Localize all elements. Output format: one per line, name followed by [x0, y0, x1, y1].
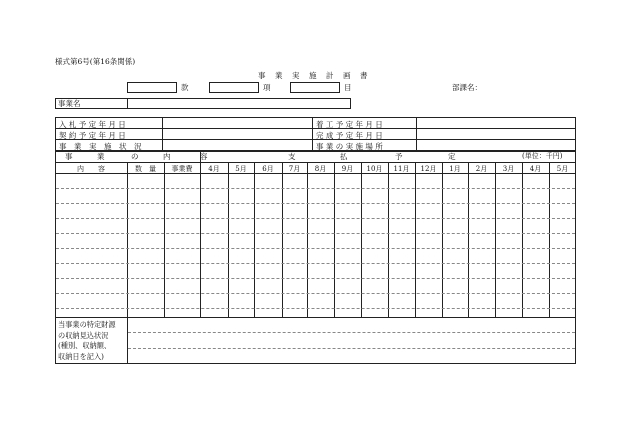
contract-date-label: 契 約 予 定 年 月 日 [59, 131, 126, 140]
data-row-divider [56, 308, 575, 309]
form-reference: 様式第6号(第16条関係) [55, 57, 136, 66]
column-header: 10月 [366, 165, 383, 173]
column-header: 数 量 [135, 165, 156, 173]
column-header: 4月 [529, 165, 542, 173]
data-row-divider [56, 233, 575, 234]
funding-source-line: 収納日を記入) [58, 351, 104, 361]
section-right-char: 定 [448, 152, 456, 161]
document-title: 事 業 実 施 計 画 書 [258, 71, 369, 80]
data-row-divider [56, 293, 575, 294]
funding-source-line: の収納見込状況 [58, 330, 109, 340]
account-field-1-suffix: 款 [181, 83, 189, 92]
completion-date-label: 完 成 予 定 年 月 日 [316, 131, 383, 140]
column-header: 12月 [420, 165, 437, 173]
account-field-3[interactable] [290, 82, 340, 93]
account-field-2[interactable] [209, 82, 259, 93]
project-name-label: 事業名 [58, 99, 81, 108]
bid-date-label: 入 札 予 定 年 月 日 [59, 120, 126, 129]
department-label: 部課名： [452, 83, 482, 92]
column-header: 7月 [288, 165, 301, 173]
account-field-1[interactable] [127, 82, 177, 93]
funding-source-line: (種別、収納額、 [58, 341, 112, 350]
implementation-status-label: 事 業 実 施 状 況 [59, 142, 142, 151]
data-row-divider [56, 278, 575, 279]
section-right-char: 支 [288, 152, 296, 161]
unit-label: (単位：千円) [522, 152, 563, 160]
column-header: 1月 [449, 165, 461, 173]
column-header: 2月 [475, 165, 488, 173]
column-header: 5月 [235, 165, 247, 173]
data-row-divider [56, 188, 575, 189]
column-header: 8月 [314, 165, 327, 173]
funding-source-note [58, 320, 116, 362]
column-header: 事業費 [171, 165, 193, 173]
column-header: 11月 [393, 165, 410, 173]
account-field-2-suffix: 項 [263, 83, 271, 92]
data-row-divider [56, 203, 575, 204]
column-header: 内 容 [77, 165, 105, 173]
section-left-char: 業 [97, 152, 105, 161]
section-header-row [55, 151, 576, 162]
section-left-char: 容 [200, 152, 208, 161]
section-left-char: 内 [163, 152, 171, 161]
section-right-char: 予 [395, 152, 403, 161]
column-header: 4月 [208, 165, 220, 173]
funding-source-line: 当事業の特定財源 [58, 320, 116, 329]
section-left-char: の [131, 152, 139, 161]
start-date-label: 着 工 予 定 年 月 日 [316, 120, 383, 129]
account-field-3-suffix: 目 [344, 83, 352, 92]
column-header: 9月 [341, 165, 354, 173]
implementation-location-label: 事 業 の 実 施 場 所 [316, 142, 383, 151]
section-right-char: 払 [340, 152, 348, 161]
project-name-input[interactable] [128, 99, 350, 108]
data-row-divider [56, 263, 575, 264]
column-header: 3月 [502, 165, 515, 173]
section-left-char: 事 [65, 152, 73, 161]
data-row-divider [56, 218, 575, 219]
column-header: 6月 [262, 165, 274, 173]
data-row-divider [56, 248, 575, 249]
column-header: 5月 [556, 165, 569, 173]
